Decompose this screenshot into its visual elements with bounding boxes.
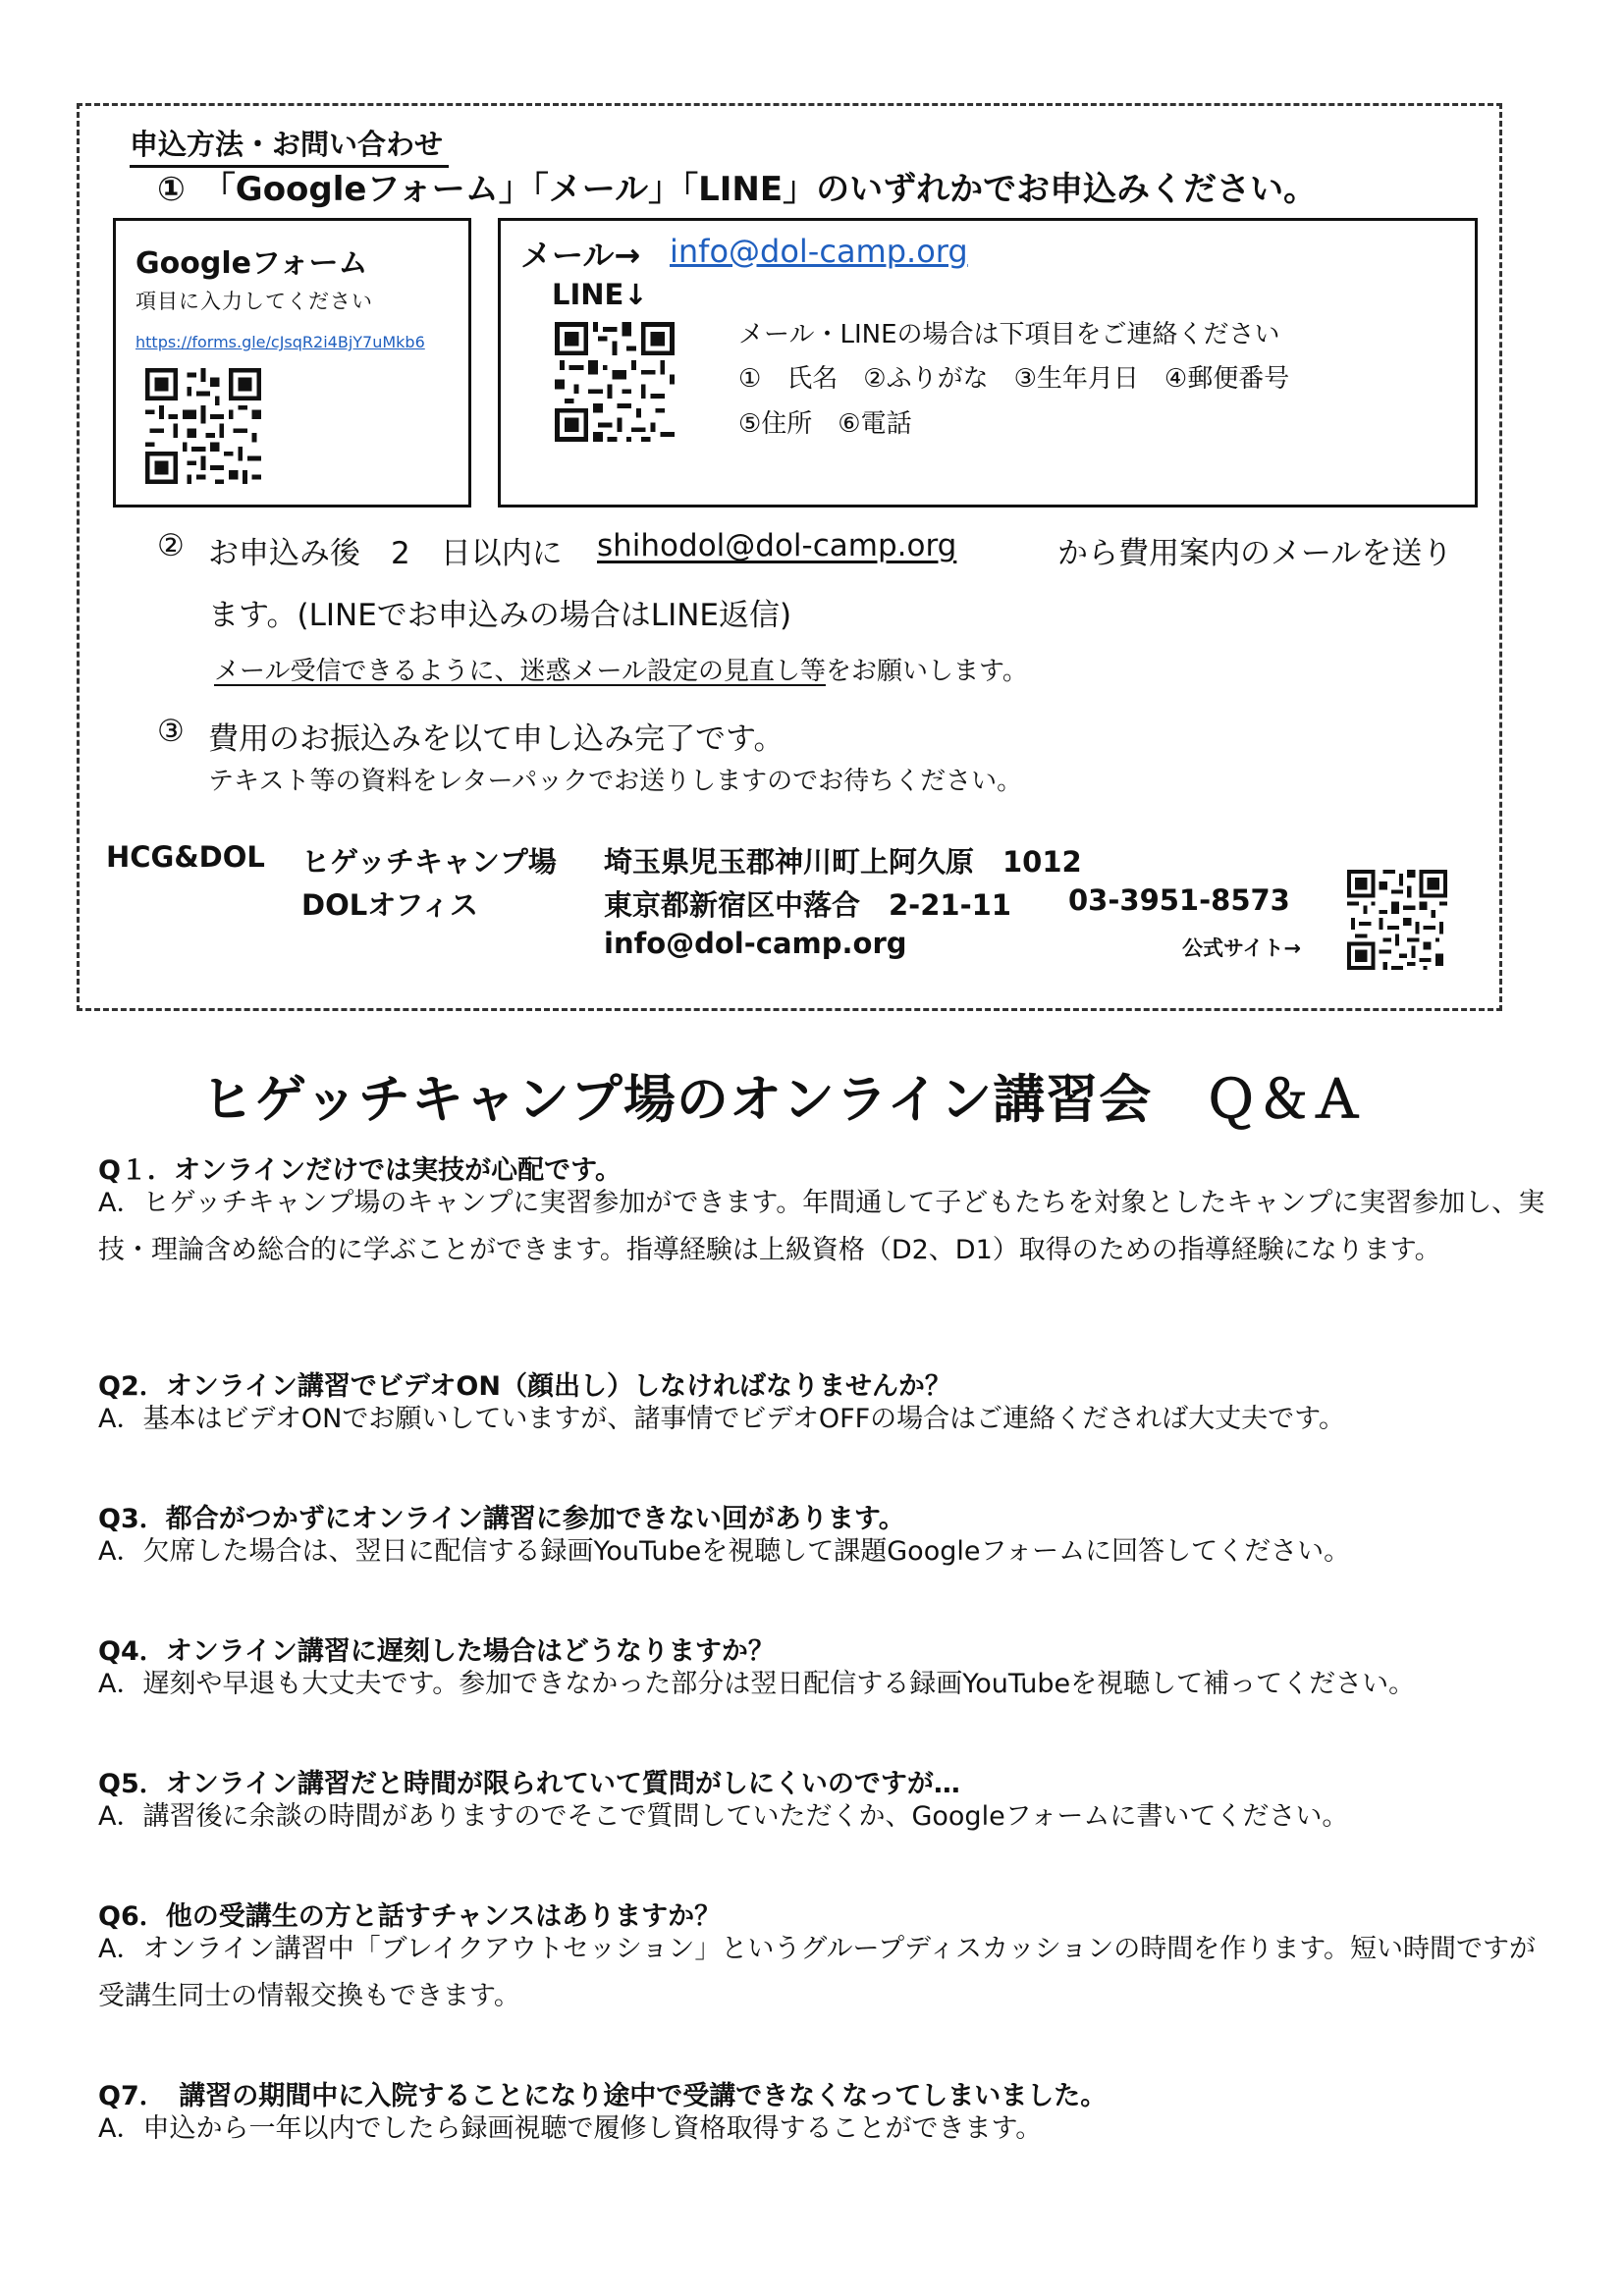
qr-finders <box>555 322 675 442</box>
qr-code-icon <box>1347 870 1447 970</box>
step-2-note-rest: をお願いします。 <box>825 657 1028 686</box>
google-form-hint: 項目に入力してください <box>135 290 373 313</box>
answer-5: A．講習後に余談の時間がありますのでそこで質問していただくか、Googleフォームに書いてください。 <box>98 1801 1349 1832</box>
answer-2: A．基本はビデオONでお願いしていますが、諸事情でビデオOFFの場合はご連絡くだされば大丈夫です。 <box>98 1404 1345 1434</box>
google-form-panel <box>113 218 471 507</box>
step-2-note-underlined: メール受信できるように、迷惑メール設定の見直し等 <box>214 657 826 686</box>
step-3-note: テキスト等の資料をレターパックでお送りしますのでお待ちください。 <box>208 767 1023 796</box>
line-label: LINE↓ <box>552 278 648 311</box>
qr-finders <box>1347 870 1447 970</box>
section-heading: 申込方法・お問い合わせ <box>130 123 449 168</box>
step-3-text: 費用のお振込みを以て申し込み完了です。 <box>208 721 785 757</box>
question-7: Q7． 講習の期間中に入院することになり途中で受講できなくなってしまいました。 <box>98 2081 1108 2111</box>
question-5: Q5．オンライン講習だと時間が限られていて質問がしにくいのですが… <box>98 1769 960 1799</box>
official-site-qr-code[interactable] <box>1347 870 1447 970</box>
step-1-text: ① 「Googleフォーム」「メール」「LINE」のいずれかでお申込みください。 <box>157 170 1318 209</box>
phone-number: 03-3951-8573 <box>1068 883 1290 917</box>
step-2-text-cont: から費用案内のメールを送り <box>1057 536 1453 571</box>
org-name: HCG&DOL <box>106 840 265 874</box>
step-2-email-link[interactable]: shihodol@dol-camp.org <box>597 528 957 563</box>
question-3: Q3．都合がつかずにオンライン講習に参加できない回があります。 <box>98 1504 905 1534</box>
answer-6: A．オンライン講習中「ブレイクアウトセッション」というグループディスカッションの時間を作ります。短い時間ですが受講生同士の情報交換もできます。 <box>98 1934 1537 2011</box>
mail-address-link[interactable]: info@dol-camp.org <box>670 233 968 270</box>
step-2-note <box>214 651 1028 687</box>
mail-label: メール→ <box>520 237 641 274</box>
venue-office-address: 東京都新宿区中落合 2-21-11 <box>604 888 1011 922</box>
required-fields-line2: ⑤住所 ⑥電話 <box>738 409 912 439</box>
answer-1: A．ヒゲッチキャンプ場のキャンプに実習参加ができます。年間通して子どもたちを対象としたキャンプに実習参加し、実技・理論含め総合的に学ぶことができます。指導経験は上級資格（D2、D1）取得のための指導経験になります。 <box>98 1188 1545 1265</box>
answer-3: A．欠席した場合は、翌日に配信する録画YouTubeを視聴して課題Googleフォームに回答してください。 <box>98 1536 1351 1567</box>
mail-line-panel <box>498 218 1478 507</box>
venue-office-name: DOLオフィス <box>301 888 479 922</box>
question-1: Q１．オンラインだけでは実技が心配です。 <box>98 1155 622 1186</box>
question-4: Q4．オンライン講習に遅刻した場合はどうなりますか？ <box>98 1636 775 1667</box>
venue-camp-address: 埼玉県児玉郡神川町上阿久原 1012 <box>604 845 1082 879</box>
line-qr-code[interactable] <box>555 322 675 442</box>
step-2-line2: ます。(LINEでお申込みの場合はLINE返信) <box>208 598 792 633</box>
contact-email[interactable]: info@dol-camp.org <box>604 927 907 960</box>
step-3-number: ③ <box>157 714 185 749</box>
step-2-text: お申込み後 2 日以内に <box>208 536 563 571</box>
google-form-qr-code[interactable] <box>145 368 261 484</box>
qr-code-icon <box>555 322 675 442</box>
required-fields-line1: ① 氏名 ②ふりがな ③生年月日 ④郵便番号 <box>738 364 1290 394</box>
qr-code-icon <box>145 368 261 484</box>
google-form-link[interactable]: https://forms.gle/cJsqR2i4BjY7uMkb6 <box>135 333 425 351</box>
question-6: Q6．他の受講生の方と話すチャンスはありますか？ <box>98 1901 722 1932</box>
google-form-title: Googleフォーム <box>135 246 368 281</box>
step-2-number: ② <box>157 528 185 563</box>
mail-line-note: メール・LINEの場合は下項目をご連絡ください <box>738 320 1280 349</box>
qa-title: ヒゲッチキャンプ場のオンライン講習会 Ｑ＆Ａ <box>201 1070 1365 1130</box>
answer-4: A．遅刻や早退も大丈夫です。参加できなかった部分は翌日配信する録画YouTubeを視聴して補ってください。 <box>98 1669 1416 1699</box>
answer-7: A．申込から一年以内でしたら録画視聴で履修し資格取得することができます。 <box>98 2113 1043 2144</box>
question-2: Q2．オンライン講習でビデオON（顔出し）しなければなりませんか？ <box>98 1371 951 1402</box>
official-site-label: 公式サイト→ <box>1182 936 1302 960</box>
venue-camp-name: ヒゲッチキャンプ場 <box>301 845 557 879</box>
